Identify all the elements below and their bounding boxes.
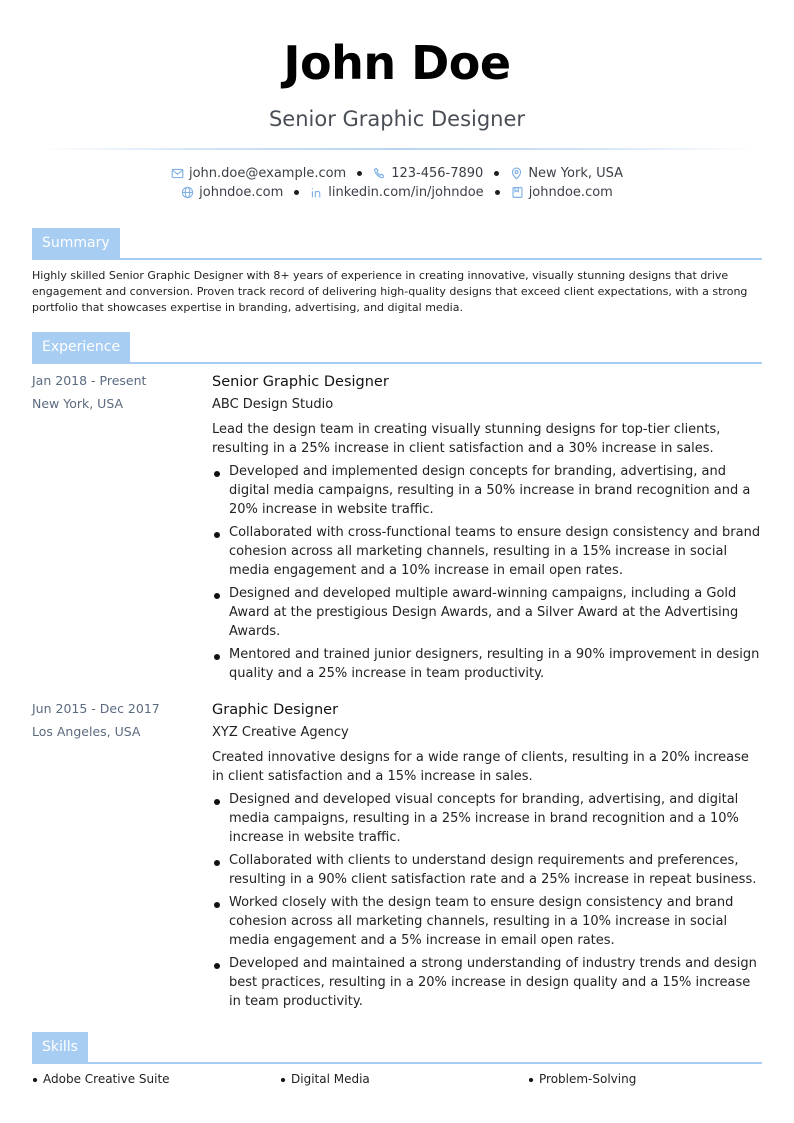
experience-section-header	[32, 332, 762, 364]
contact-linkedin[interactable]	[310, 185, 483, 200]
website-text: johndoe.com	[199, 185, 284, 200]
job-bullet: Collaborated with clients to understand design requirements and preferences, resulting in a 90% client satisfaction rate and a 25% increase in repeat business.	[212, 851, 762, 889]
job-title: Senior Graphic Designer	[212, 374, 389, 390]
contact-separator	[357, 171, 362, 176]
job-body	[212, 373, 762, 687]
job-description: Created innovative designs for a wide range of clients, resulting in a 20% increase in client satisfaction and a 15% increase in sales.	[212, 750, 749, 784]
experience-heading: Experience	[32, 332, 130, 362]
bookmark-icon	[511, 186, 524, 199]
job-bullet: Developed and maintained a strong understanding of industry trends and design best practices, resulting in a 20% increase in design quality and a 15% increase in team productivity.	[212, 954, 762, 1011]
job-bullet: Mentored and trained junior designers, resulting in a 90% improvement in design quality and a 25% increase in team productivity.	[212, 645, 762, 683]
job-location: Los Angeles, USA	[32, 724, 141, 739]
skills-section-header	[32, 1032, 762, 1064]
job-description: Lead the design team in creating visually stunning designs for top-tier clients, resulting in a 25% increase in client satisfaction and a 30% increase in sales.	[212, 422, 721, 456]
skill-item: Adobe Creative Suite	[32, 1072, 280, 1086]
job-meta	[32, 373, 202, 419]
phone-text: 123-456-7890	[391, 166, 484, 181]
job-dates: Jun 2015 - Dec 2017	[32, 701, 160, 716]
location-text: New York, USA	[528, 166, 624, 181]
candidate-role: Senior Graphic Designer	[268, 107, 526, 131]
linkedin-icon	[310, 186, 323, 199]
job-company: ABC Design Studio	[212, 397, 334, 412]
contact-separator	[294, 190, 299, 195]
job-meta	[32, 701, 202, 747]
job-bullet: Developed and implemented design concepts for branding, advertising, and digital media campaigns, resulting in a 50% increase in brand recognition and a 20% increase in website traffic.	[212, 462, 762, 519]
job-bullet: Designed and developed multiple award-winning campaigns, including a Gold Award at the prestigious Design Awards, and a Silver Award at the Advertising Awards.	[212, 584, 762, 641]
header-divider	[40, 148, 754, 150]
summary-section-header	[32, 228, 762, 260]
email-text: john.doe@example.com	[188, 166, 347, 181]
job-body	[212, 701, 762, 1015]
job-company: XYZ Creative Agency	[212, 725, 349, 740]
contact-phone[interactable]	[373, 166, 483, 181]
skills-list	[32, 1072, 777, 1086]
location-pin-icon	[510, 167, 523, 180]
phone-icon	[373, 167, 386, 180]
job-dates: Jan 2018 - Present	[32, 373, 147, 388]
contact-separator	[494, 171, 499, 176]
contact-row-primary	[0, 166, 794, 181]
globe-icon	[181, 186, 194, 199]
job-bullet-list	[212, 790, 762, 1011]
contact-website[interactable]	[181, 185, 283, 200]
job-location: New York, USA	[32, 396, 124, 411]
contact-row-secondary	[0, 185, 794, 200]
skill-item: Problem-Solving	[528, 1072, 776, 1086]
job-title: Graphic Designer	[212, 702, 339, 718]
job-bullet: Collaborated with cross-functional teams to ensure design consistency and brand cohesion across all marketing channels, resulting in a 15% increase in social media engagement and a 10% increase in email open rates.	[212, 523, 762, 580]
job-bullet-list	[212, 462, 762, 683]
contact-separator	[495, 190, 500, 195]
linkedin-text: linkedin.com/in/johndoe	[328, 185, 484, 200]
summary-text: Highly skilled Senior Graphic Designer with 8+ years of experience in creating innovative, visually stunning designs that drive engagement and conversion. Proven track record of delivering high-quality designs that exceed client expectations, with a strong portfolio that showcases expertise in branding, advertising, and digital media.	[32, 269, 748, 314]
contact-location	[510, 166, 623, 181]
contact-portfolio[interactable]	[511, 185, 613, 200]
skills-heading: Skills	[32, 1032, 88, 1062]
summary-heading: Summary	[32, 228, 120, 258]
contact-email[interactable]	[171, 166, 346, 181]
portfolio-text: johndoe.com	[528, 185, 613, 200]
candidate-name: John Doe	[283, 36, 511, 90]
mail-icon	[171, 167, 184, 180]
job-bullet: Worked closely with the design team to ensure design consistency and brand cohesion across all marketing channels, resulting in a 10% increase in social media engagement and a 5% increase in email open rates.	[212, 893, 762, 950]
job-bullet: Designed and developed visual concepts for branding, advertising, and digital media campaigns, resulting in a 25% increase in brand recognition and a 10% increase in website traffic.	[212, 790, 762, 847]
skill-item: Digital Media	[280, 1072, 528, 1086]
